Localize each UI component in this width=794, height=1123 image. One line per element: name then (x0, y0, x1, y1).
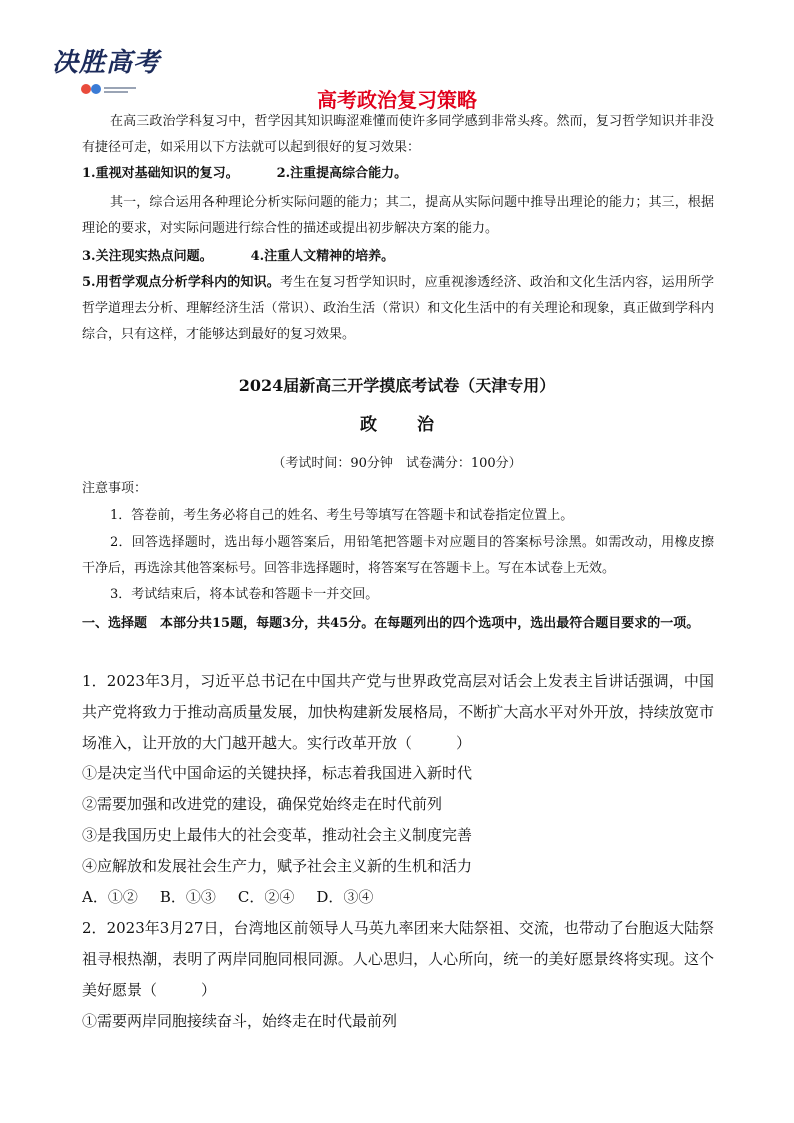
exam-subject: 政治 (360, 415, 474, 435)
question-1-option-4: ④应解放和发展社会生产力，赋予社会主义新的生机和活力 (82, 857, 473, 875)
strategy-point-1: 1.重视对基础知识的复习。 (82, 166, 239, 181)
question-1-choices (82, 882, 373, 913)
section-heading: 一、选择题 本部分共15题，每题3分，共45分。在每题列出的四个选项中，选出最符合题目要求的一项。 (82, 616, 700, 631)
notice-item-1: 1．答卷前，考生务必将自己的姓名、考生号等填写在答题卡和试卷指定位置上。 (110, 508, 574, 523)
strategy-intro: 在高三政治学科复习中，哲学因其知识晦涩难懂而使许多同学感到非常头疼。然而，复习哲学知识并非没有捷径可走，如采用以下方法就可以起到很好的复习效果： (82, 114, 714, 155)
question-1-option-1: ①是决定当代中国命运的关键抉择，标志着我国进入新时代 (82, 764, 473, 782)
strategy-point-5-head: 5.用哲学观点分析学科内的知识。 (82, 275, 280, 290)
question-1-close: ） (456, 734, 472, 752)
strategy-point-5-body: 考生在复习哲学知识时，应重视渗透经济、政治和文化生活内容，运用所学哲学道理去分析、理解经济生活（常识）、政治生活（常识）和文化生活中的有关理论和现象，真正做到学科内综合，只有这样，才能够达到最好的复习效果。 (82, 275, 714, 342)
notice-label: 注意事项： (82, 481, 148, 496)
notice-item-2: 2．回答选择题时，选出每小题答案后，用铅笔把答题卡对应题目的答案标号涂黑。如需改动，用橡皮擦干净后，再选涂其他答案标号。回答非选择题时，将答案写在答题卡上。写在本试卷上无效。 (82, 535, 714, 576)
strategy-points-row-2 (82, 244, 394, 270)
question-1-option-2: ②需要加强和改进党的建设，确保党始终走在时代前列 (82, 795, 443, 813)
choice-c: C．②④ (237, 888, 295, 906)
strategy-point-2-detail: 其一，综合运用各种理论分析实际问题的能力；其二，提高从实际问题中推导出理论的能力；其三，根据理论的要求，对实际问题进行综合性的描述或提出初步解决方案的能力。 (82, 195, 714, 236)
question-2-text: 2．2023年3月27日，台湾地区前领导人马英九率团来大陆祭祖、交流，也带动了台胞返大陆祭祖寻根热潮，表明了两岸同胞同根同源。人心思归，人心所向，统一的美好愿景终将实现。这个美好愿景（ (82, 919, 714, 999)
strategy-point-2: 2.注重提高综合能力。 (276, 166, 408, 181)
notice-item-3: 3．考试结束后，将本试卷和答题卡一并交回。 (110, 587, 379, 602)
page-title: 高考政治复习策略 (317, 88, 477, 112)
strategy-point-3: 3.关注现实热点问题。 (82, 249, 213, 264)
question-2-option-1: ①需要两岸同胞接续奋斗，始终走在时代最前列 (82, 1012, 398, 1030)
exam-title: 2024届新高三开学摸底考试卷（天津专用） (238, 376, 556, 395)
strategy-point-4: 4.注重人文精神的培养。 (250, 249, 395, 264)
choice-a: A．①② (82, 888, 138, 906)
choice-d: D．③④ (316, 888, 374, 906)
choice-b: B．①③ (159, 888, 216, 906)
question-1-option-3: ③是我国历史上最伟大的社会变革，推动社会主义制度完善 (82, 826, 473, 844)
logo-text: 决胜高考 (52, 48, 161, 78)
exam-time-info: （考试时间：90分钟 试卷满分：100分） (272, 456, 522, 471)
strategy-points-row-1 (82, 161, 407, 187)
strategy-point-5 (82, 270, 714, 348)
question-1-text: 1．2023年3月，习近平总书记在中国共产党与世界政党高层对话会上发表主旨讲话强调，中国共产党将致力于推动高质量发展，加快构建新发展格局，不断扩大高水平对外开放，持续放宽市场准入，让开放的大门越开越大。实行改革开放（ (82, 672, 714, 752)
question-2-close: ） (201, 981, 217, 999)
question-2-stem (82, 913, 714, 1006)
question-1-stem (82, 666, 714, 759)
